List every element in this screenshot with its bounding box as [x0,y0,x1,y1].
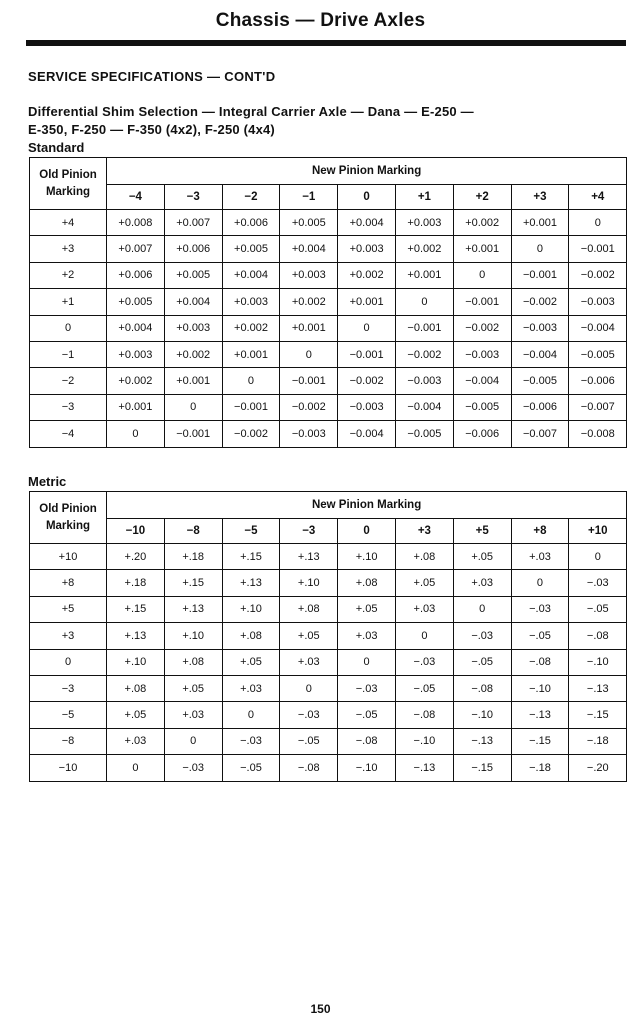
shim-value-cell: +.18 [164,544,222,570]
table-row [30,570,627,596]
column-header: −4 [107,185,165,210]
table-row [30,421,627,447]
shim-value-cell: +.03 [395,596,453,622]
shim-value-cell: +.10 [107,649,165,675]
shim-value-cell: +.10 [280,570,338,596]
shim-value-cell: 0 [453,596,511,622]
shim-value-cell: 0 [395,623,453,649]
table-row [30,289,627,315]
shim-value-cell: +.10 [222,596,280,622]
shim-value-cell: +0.006 [164,236,222,262]
table-row [30,210,627,236]
shim-value-cell: −.03 [395,649,453,675]
shim-value-cell: −0.001 [453,289,511,315]
shim-value-cell: 0 [511,570,569,596]
shim-value-cell: +0.005 [222,236,280,262]
shim-value-cell: +0.001 [107,394,165,420]
shim-value-cell: +0.007 [107,236,165,262]
table-row [30,755,627,781]
shim-value-cell: 0 [338,315,396,341]
old-pinion-value: 0 [30,649,107,675]
old-pinion-value: −3 [30,675,107,701]
shim-value-cell: +0.005 [280,210,338,236]
old-pinion-value: +8 [30,570,107,596]
shim-value-cell: −0.001 [511,262,569,288]
shim-value-cell: +.13 [164,596,222,622]
shim-value-cell: −.08 [395,702,453,728]
shim-value-cell: −0.001 [338,341,396,367]
shim-value-cell: −0.003 [280,421,338,447]
shim-value-cell: +.08 [164,649,222,675]
shim-value-cell: +.05 [164,675,222,701]
shim-value-cell: +0.002 [107,368,165,394]
shim-value-cell: +.08 [338,570,396,596]
shim-value-cell: +0.001 [164,368,222,394]
old-pinion-value: +1 [30,289,107,315]
shim-value-cell: +.13 [280,544,338,570]
old-pinion-value: −3 [30,394,107,420]
shim-value-cell: 0 [280,675,338,701]
shim-value-cell: +.03 [338,623,396,649]
table-row [30,394,627,420]
shim-value-cell: −.10 [395,728,453,754]
shim-value-cell: −0.001 [395,315,453,341]
shim-value-cell: −.20 [569,755,627,781]
shim-value-cell: −.10 [453,702,511,728]
shim-value-cell: +.20 [107,544,165,570]
shim-value-cell: −.05 [395,675,453,701]
corner-line-2: Marking [45,519,91,532]
shim-value-cell: +0.004 [222,262,280,288]
shim-value-cell: −.15 [453,755,511,781]
corner-line-2: Marking [45,185,91,198]
shim-value-cell: +0.004 [338,210,396,236]
old-pinion-value: −2 [30,368,107,394]
shim-value-cell: −.10 [569,649,627,675]
column-header: −1 [280,185,338,210]
shim-value-cell: +.15 [164,570,222,596]
shim-value-cell: 0 [569,210,627,236]
shim-value-cell: −0.002 [453,315,511,341]
shim-value-cell: −.08 [453,675,511,701]
old-pinion-marking-header [30,492,107,544]
shim-value-cell: −.08 [511,649,569,675]
old-pinion-value: −5 [30,702,107,728]
shim-value-cell: −0.001 [569,236,627,262]
shim-value-cell: −0.004 [453,368,511,394]
shim-value-cell: +0.003 [338,236,396,262]
shim-value-cell: −.05 [569,596,627,622]
shim-value-cell: +0.002 [164,341,222,367]
shim-value-cell: +.05 [395,570,453,596]
old-pinion-value: 0 [30,315,107,341]
shim-value-cell: −.03 [338,675,396,701]
old-pinion-value: +4 [30,210,107,236]
column-header: −3 [164,185,222,210]
shim-value-cell: 0 [222,368,280,394]
shim-value-cell: +.15 [222,544,280,570]
shim-value-cell: +0.006 [107,262,165,288]
shim-value-cell: −0.006 [569,368,627,394]
standard-table-label: Standard [28,140,85,155]
shim-value-cell: −.05 [511,623,569,649]
shim-value-cell: −0.002 [338,368,396,394]
shim-value-cell: −.13 [511,702,569,728]
shim-value-cell: +.05 [280,623,338,649]
shim-value-cell: 0 [107,755,165,781]
shim-value-cell: −.05 [338,702,396,728]
shim-value-cell: −.03 [453,623,511,649]
shim-value-cell: −0.001 [164,421,222,447]
shim-value-cell: −.03 [569,570,627,596]
shim-value-cell: −0.002 [395,341,453,367]
old-pinion-value: +3 [30,236,107,262]
shim-value-cell: −0.004 [511,341,569,367]
shim-value-cell: −.05 [453,649,511,675]
shim-value-cell: −.10 [338,755,396,781]
shim-value-cell: +0.002 [453,210,511,236]
table-row [30,623,627,649]
shim-value-cell: 0 [164,728,222,754]
shim-value-cell: +0.001 [222,341,280,367]
shim-value-cell: −0.004 [338,421,396,447]
shim-value-cell: +.03 [164,702,222,728]
column-header: +1 [395,185,453,210]
shim-value-cell: 0 [107,421,165,447]
shim-value-cell: −0.002 [511,289,569,315]
shim-value-cell: −0.002 [222,421,280,447]
shim-value-cell: −0.005 [453,394,511,420]
shim-value-cell: −.13 [569,675,627,701]
title-rule [26,40,626,46]
shim-value-cell: −0.006 [453,421,511,447]
shim-value-cell: +0.004 [280,236,338,262]
column-header: −2 [222,185,280,210]
table-row [30,649,627,675]
shim-value-cell: +0.001 [280,315,338,341]
table-row [30,596,627,622]
table-row [30,341,627,367]
new-pinion-marking-header: New Pinion Marking [107,158,627,185]
page-number: 150 [310,1002,331,1016]
shim-value-cell: +.10 [164,623,222,649]
old-pinion-value: +10 [30,544,107,570]
shim-value-cell: +0.003 [107,341,165,367]
shim-value-cell: −.08 [280,755,338,781]
shim-value-cell: −.03 [511,596,569,622]
table-row [30,262,627,288]
shim-value-cell: +0.001 [511,210,569,236]
old-pinion-marking-header [30,158,107,210]
shim-value-cell: −0.004 [395,394,453,420]
shim-value-cell: +.15 [107,596,165,622]
column-header: 0 [338,185,396,210]
standard-shim-table [29,157,627,448]
shim-value-cell: −0.006 [511,394,569,420]
shim-value-cell: −0.003 [569,289,627,315]
column-header: +2 [453,185,511,210]
shim-value-cell: −.03 [164,755,222,781]
column-header: 0 [338,519,396,544]
shim-value-cell: +0.003 [222,289,280,315]
shim-value-cell: −.18 [569,728,627,754]
shim-value-cell: 0 [338,649,396,675]
shim-value-cell: 0 [511,236,569,262]
shim-value-cell: +0.002 [280,289,338,315]
shim-value-cell: +.05 [453,544,511,570]
shim-value-cell: +0.002 [222,315,280,341]
subheading-line-2: E-350, F-250 — F-350 (4x2), F-250 (4x4) [28,122,275,137]
old-pinion-value: +5 [30,596,107,622]
shim-value-cell: −0.007 [569,394,627,420]
shim-value-cell: −0.003 [453,341,511,367]
shim-value-cell: +0.003 [280,262,338,288]
shim-value-cell: −0.005 [511,368,569,394]
shim-value-cell: −.05 [222,755,280,781]
old-pinion-value: −1 [30,341,107,367]
table-subheading [28,103,608,139]
table-row [30,544,627,570]
shim-value-cell: +.03 [280,649,338,675]
shim-value-cell: +0.004 [164,289,222,315]
column-header: +3 [395,519,453,544]
shim-value-cell: −.10 [511,675,569,701]
shim-value-cell: +0.003 [395,210,453,236]
shim-value-cell: +.05 [222,649,280,675]
shim-value-cell: −0.007 [511,421,569,447]
old-pinion-value: +2 [30,262,107,288]
shim-value-cell: −.05 [280,728,338,754]
shim-value-cell: 0 [569,544,627,570]
shim-value-cell: −.18 [511,755,569,781]
shim-value-cell: −.13 [453,728,511,754]
shim-value-cell: +.05 [338,596,396,622]
column-header: +10 [569,519,627,544]
shim-value-cell: −0.003 [338,394,396,420]
table-row [30,236,627,262]
table-row [30,702,627,728]
table-row [30,315,627,341]
shim-value-cell: +0.008 [107,210,165,236]
shim-value-cell: −0.002 [569,262,627,288]
shim-value-cell: −0.001 [280,368,338,394]
column-header: −3 [280,519,338,544]
corner-line-1: Old Pinion [39,168,97,181]
shim-value-cell: −0.002 [280,394,338,420]
old-pinion-value: +3 [30,623,107,649]
shim-value-cell: −.15 [569,702,627,728]
column-header: +3 [511,185,569,210]
shim-value-cell: −0.004 [569,315,627,341]
shim-value-cell: +.03 [453,570,511,596]
table-row [30,368,627,394]
shim-value-cell: +0.001 [395,262,453,288]
shim-value-cell: +0.002 [338,262,396,288]
column-header: −10 [107,519,165,544]
shim-value-cell: +.08 [222,623,280,649]
table-row [30,728,627,754]
shim-value-cell: +.05 [107,702,165,728]
shim-value-cell: +0.003 [164,315,222,341]
shim-value-cell: +.08 [395,544,453,570]
shim-value-cell: +.13 [222,570,280,596]
shim-value-cell: −0.008 [569,421,627,447]
shim-value-cell: +0.004 [107,315,165,341]
metric-shim-table [29,491,627,782]
corner-line-1: Old Pinion [39,502,97,515]
shim-value-cell: 0 [164,394,222,420]
shim-value-cell: −.03 [222,728,280,754]
shim-value-cell: −0.003 [511,315,569,341]
shim-value-cell: +0.007 [164,210,222,236]
shim-value-cell: −.13 [395,755,453,781]
metric-table-label: Metric [28,474,67,489]
shim-value-cell: +0.005 [107,289,165,315]
shim-value-cell: +0.001 [338,289,396,315]
shim-value-cell: −0.003 [395,368,453,394]
shim-value-cell: 0 [280,341,338,367]
shim-value-cell: +0.006 [222,210,280,236]
shim-value-cell: +0.002 [395,236,453,262]
shim-value-cell: +0.005 [164,262,222,288]
old-pinion-value: −4 [30,421,107,447]
shim-value-cell: +.08 [280,596,338,622]
shim-value-cell: −.03 [280,702,338,728]
new-pinion-marking-header: New Pinion Marking [107,492,627,519]
shim-value-cell: −.15 [511,728,569,754]
shim-value-cell: +.03 [107,728,165,754]
page-title: Chassis — Drive Axles [215,10,426,31]
shim-value-cell: 0 [453,262,511,288]
shim-value-cell: −0.005 [569,341,627,367]
shim-value-cell: −.08 [569,623,627,649]
shim-value-cell: +.03 [511,544,569,570]
column-header: −5 [222,519,280,544]
shim-value-cell: +.18 [107,570,165,596]
shim-value-cell: +.08 [107,675,165,701]
shim-value-cell: +0.001 [453,236,511,262]
shim-value-cell: −0.005 [395,421,453,447]
section-heading: SERVICE SPECIFICATIONS — CONT'D [28,69,276,84]
column-header: +5 [453,519,511,544]
shim-value-cell: 0 [395,289,453,315]
shim-value-cell: 0 [222,702,280,728]
table-row [30,675,627,701]
shim-value-cell: −.08 [338,728,396,754]
subheading-line-1: Differential Shim Selection — Integral Carrier Axle — Dana — E-250 — [28,104,474,119]
old-pinion-value: −10 [30,755,107,781]
shim-value-cell: +.03 [222,675,280,701]
column-header: −8 [164,519,222,544]
shim-value-cell: +.13 [107,623,165,649]
column-header: +8 [511,519,569,544]
old-pinion-value: −8 [30,728,107,754]
shim-value-cell: −0.001 [222,394,280,420]
shim-value-cell: +.10 [338,544,396,570]
column-header: +4 [569,185,627,210]
